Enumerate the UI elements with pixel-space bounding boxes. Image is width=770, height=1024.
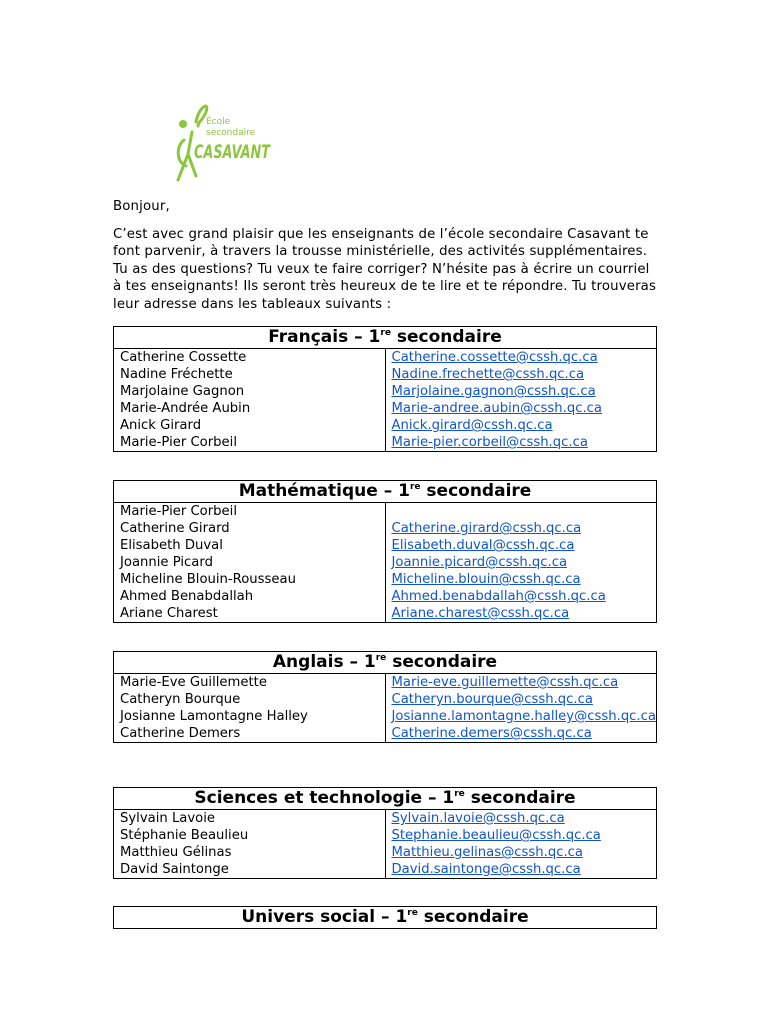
- table-row: [114, 674, 657, 692]
- teacher-email-link[interactable]: Ariane.charest@cssh.qc.ca: [391, 606, 570, 621]
- teacher-email-link[interactable]: Marie-eve.guillemette@cssh.qc.ca: [391, 675, 619, 690]
- teacher-name: Catherine Demers: [114, 725, 386, 743]
- teacher-email-link[interactable]: Micheline.blouin@cssh.qc.ca: [391, 572, 581, 587]
- teacher-email-link[interactable]: Nadine.frechette@cssh.qc.ca: [391, 367, 585, 382]
- table-row: [114, 725, 657, 743]
- table-subject-sup: re: [407, 908, 418, 918]
- teacher-name: Catherine Girard: [114, 520, 386, 537]
- table-subject: Anglais – 1: [272, 652, 376, 672]
- table-subject-sup: re: [375, 653, 387, 663]
- teacher-name: Marie-Andrée Aubin: [114, 400, 386, 417]
- teacher-email-link[interactable]: Ahmed.benabdallah@cssh.qc.ca: [391, 589, 606, 604]
- table-row: [114, 571, 657, 588]
- table-level: secondaire: [417, 907, 529, 927]
- teacher-name: Ahmed Benabdallah: [114, 588, 386, 605]
- teacher-table: [113, 787, 657, 879]
- teacher-table: [113, 906, 657, 929]
- teacher-email-cell: [385, 674, 657, 692]
- table-row: [114, 537, 657, 554]
- teacher-email-cell: [385, 810, 657, 828]
- logo-name: CASAVANT: [194, 141, 272, 163]
- teacher-email-link[interactable]: Sylvain.lavoie@cssh.qc.ca: [391, 811, 565, 826]
- table-title: [114, 907, 657, 929]
- teacher-email-cell: [385, 725, 657, 743]
- teacher-email-cell: [385, 349, 657, 367]
- teacher-name: Anick Girard: [114, 417, 386, 434]
- intro: [113, 198, 658, 324]
- table-title: [114, 788, 657, 810]
- teacher-email-link[interactable]: Catherine.demers@cssh.qc.ca: [391, 726, 592, 741]
- teacher-name: Joannie Picard: [114, 554, 386, 571]
- teacher-table: [113, 651, 657, 743]
- teacher-email-cell: [385, 588, 657, 605]
- table-row: [114, 861, 657, 879]
- greeting: Bonjour,: [113, 199, 170, 214]
- table-row: [114, 708, 657, 725]
- table-row: [114, 554, 657, 571]
- table-row: [114, 844, 657, 861]
- teacher-email-link[interactable]: Marie-pier.corbeil@cssh.qc.ca: [391, 435, 588, 450]
- teacher-email-cell: [385, 605, 657, 623]
- table-level: secondaire: [390, 327, 502, 347]
- table-row: [114, 400, 657, 417]
- teacher-email-cell: [385, 366, 657, 383]
- teacher-email-cell: [385, 417, 657, 434]
- table-subject: Français – 1: [268, 327, 381, 347]
- logo-line2: secondaire: [206, 128, 256, 138]
- table-subject-sup: re: [409, 482, 421, 492]
- teacher-name: Ariane Charest: [114, 605, 386, 623]
- teacher-email-cell: [385, 537, 657, 554]
- table-row: [114, 434, 657, 452]
- teacher-email-cell: [385, 520, 657, 537]
- teacher-email-cell: [385, 844, 657, 861]
- teacher-email-cell: [385, 383, 657, 400]
- table-title: [114, 652, 657, 674]
- teacher-email-link[interactable]: Catherine.girard@cssh.qc.ca: [391, 521, 582, 536]
- teacher-email-link[interactable]: David.saintonge@cssh.qc.ca: [391, 862, 581, 877]
- table-subject: Univers social – 1: [241, 907, 408, 927]
- teacher-email-link[interactable]: Elisabeth.duval@cssh.qc.ca: [391, 538, 575, 553]
- school-logo-graphic: [158, 96, 278, 186]
- table-row: [114, 417, 657, 434]
- logo-line1: École: [206, 117, 231, 127]
- teacher-name: Catheryn Bourque: [114, 691, 386, 708]
- teacher-email-cell: [385, 827, 657, 844]
- table-row: [114, 520, 657, 537]
- intro-body: C’est avec grand plaisir que les enseignants de l’école secondaire Casavant te font parvenir, à travers la trousse ministérielle, des activités supplémentaires. Tu as des questions? Tu veux te faire corriger? N’hésite pas à écrire un courriel à tes enseignants! Ils seront très heureux de te lire et te répondre. Tu trouveras leur adresse dans les tableaux suivants :: [113, 226, 657, 312]
- table-title: [114, 327, 657, 349]
- table-level: secondaire: [386, 652, 498, 672]
- teacher-email-cell: [385, 861, 657, 879]
- teacher-name: Stéphanie Beaulieu: [114, 827, 386, 844]
- teacher-email-link[interactable]: Catherine.cossette@cssh.qc.ca: [391, 350, 598, 365]
- table-row: [114, 605, 657, 623]
- table-row: [114, 503, 657, 521]
- teacher-email-link[interactable]: Catheryn.bourque@cssh.qc.ca: [391, 692, 593, 707]
- teacher-name: Marie-Eve Guillemette: [114, 674, 386, 692]
- teacher-email-link[interactable]: Marie-andree.aubin@cssh.qc.ca: [391, 401, 602, 416]
- table-row: [114, 366, 657, 383]
- teacher-name: Marjolaine Gagnon: [114, 383, 386, 400]
- teacher-email-link[interactable]: Josianne.lamontagne.halley@cssh.qc.ca: [391, 709, 656, 724]
- table-row: [114, 827, 657, 844]
- teacher-name: Catherine Cossette: [114, 349, 386, 367]
- table-row: [114, 349, 657, 367]
- teacher-email-cell: [385, 503, 657, 521]
- teacher-name: Elisabeth Duval: [114, 537, 386, 554]
- table-row: [114, 691, 657, 708]
- teacher-email-link[interactable]: Joannie.picard@cssh.qc.ca: [391, 555, 568, 570]
- table-subject: Mathématique – 1: [238, 481, 410, 501]
- teacher-table: [113, 326, 657, 452]
- table-title: [114, 481, 657, 503]
- table-row: [114, 810, 657, 828]
- table-subject-sup: re: [380, 328, 391, 338]
- table-subject: Sciences et technologie – 1: [194, 788, 455, 808]
- teacher-email-link[interactable]: Matthieu.gelinas@cssh.qc.ca: [391, 845, 583, 860]
- table-subject-sup: re: [454, 789, 465, 799]
- teacher-email-cell: [385, 400, 657, 417]
- table-row: [114, 383, 657, 400]
- teacher-name: Matthieu Gélinas: [114, 844, 386, 861]
- teacher-table: [113, 480, 657, 623]
- school-logo: [158, 96, 278, 186]
- table-row: [114, 588, 657, 605]
- teacher-email-link[interactable]: Anick.girard@cssh.qc.ca: [391, 418, 553, 433]
- teacher-name: Sylvain Lavoie: [114, 810, 386, 828]
- teacher-email-link[interactable]: Stephanie.beaulieu@cssh.qc.ca: [391, 828, 601, 843]
- teacher-name: Marie-Pier Corbeil: [114, 503, 386, 521]
- teacher-email-cell: [385, 434, 657, 452]
- teacher-email-cell: [385, 554, 657, 571]
- teacher-name: Micheline Blouin-Rousseau: [114, 571, 386, 588]
- teacher-name: David Saintonge: [114, 861, 386, 879]
- teacher-name: Marie-Pier Corbeil: [114, 434, 386, 452]
- teacher-email-cell: [385, 691, 657, 708]
- teacher-name: Nadine Fréchette: [114, 366, 386, 383]
- teacher-email-link[interactable]: Marjolaine.gagnon@cssh.qc.ca: [391, 384, 596, 399]
- teacher-email-cell: [385, 571, 657, 588]
- teacher-email-cell: [385, 708, 657, 725]
- table-level: secondaire: [420, 481, 532, 501]
- teacher-name: Josianne Lamontagne Halley: [114, 708, 386, 725]
- table-level: secondaire: [464, 788, 576, 808]
